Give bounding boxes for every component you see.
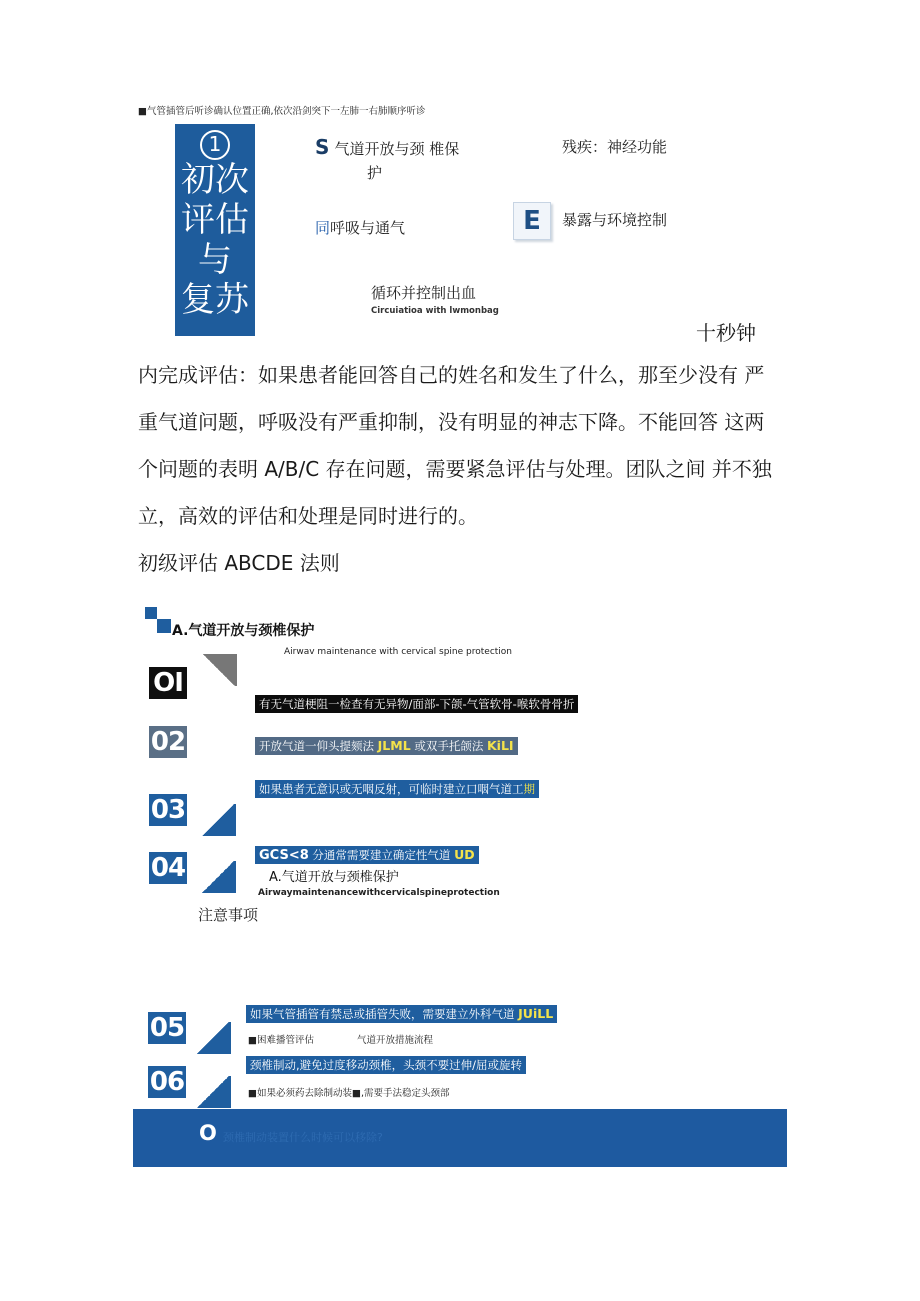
item-text: 有无气道梗阻一检查有无异物/面部-下颌-气管软骨-喉软骨骨折 — [255, 695, 578, 713]
footer-letter: O — [199, 1121, 217, 1145]
corner-square-icon — [157, 619, 171, 633]
item-subnote: 气道开放措施流程 — [357, 1035, 434, 1046]
item-text: 如果气管插管有禁忌或插管失败，需要建立外科气道 — [250, 1007, 515, 1021]
item-bar — [246, 1005, 557, 1023]
a-label-cont: 护 — [367, 164, 383, 182]
item-bar — [255, 846, 479, 864]
triangle-icon — [195, 1022, 231, 1054]
corner-square-icon — [145, 607, 157, 619]
footer-bar — [133, 1109, 787, 1167]
a-label: 气道开放与颈 椎保 — [334, 140, 460, 158]
abcde-a — [315, 135, 459, 159]
item-text: 如果患者无意识或无咽反射，可临时建立口咽气道工 — [259, 782, 524, 796]
footer-ghost-text: 颈椎制动装置什么时候可以移除? — [223, 1131, 383, 1144]
item-prefix: GCS<8 — [259, 848, 309, 863]
item-bar — [246, 1056, 526, 1074]
title-char: 与 — [198, 240, 232, 280]
section-a-subtitle: Airwav maintenance with cervical spine protection — [284, 647, 513, 657]
e-label: 暴露与环境控制 — [562, 211, 668, 229]
c-en: Circuiatioa with lwmonbag — [371, 306, 499, 316]
item-bar — [255, 737, 518, 755]
b-label: 呼吸与通气 — [330, 219, 406, 237]
paragraph-line: 个问题的表明 A/B/C 存在问题，需要紧急评估与处理。团队之间 并不独 — [138, 457, 772, 481]
title-char: 评估 — [181, 200, 249, 240]
circled-number: 1 — [200, 130, 230, 160]
section-heading: 初级评估 ABCDE 法则 — [138, 551, 340, 575]
item-highlight: JUiLL — [518, 1006, 554, 1021]
notes-heading: 注意事项 — [198, 906, 259, 924]
triangle-icon — [200, 804, 236, 836]
item-number: 04 — [150, 853, 186, 883]
d-label: 残疾：神经功能 — [562, 138, 668, 156]
item-highlight: UD — [454, 847, 475, 862]
title-char: 复苏 — [181, 280, 249, 320]
e-letter: E — [523, 206, 541, 236]
section-a2-heading: A.气道开放与颈椎保护 — [269, 870, 399, 885]
item-highlight: JLML — [377, 738, 411, 753]
paragraph-line: 十秒钟 — [696, 321, 756, 345]
paragraph-line: 内完成评估：如果患者能回答自己的姓名和发生了什么，那至少没有 严 — [138, 363, 765, 387]
item-subnote: ■困难播管评估 — [248, 1035, 314, 1046]
item-number: 06 — [149, 1067, 185, 1097]
item-subnote: ■如果必须药去除制动装■,需要手法稳定头颈部 — [248, 1088, 450, 1099]
item-number: 03 — [150, 795, 186, 825]
item-number: OI — [149, 667, 187, 699]
item-bar — [255, 780, 539, 798]
item-text: 开放气道一仰头提颏法 — [259, 739, 374, 753]
e-box — [513, 202, 551, 240]
section-a2-subtitle: Airwaymaintenancewithcervicalspineprotection — [258, 888, 500, 898]
title-block — [175, 124, 255, 336]
triangle-icon — [200, 861, 236, 893]
triangle-icon — [201, 654, 237, 686]
section-a-heading: A.气道开放与颈椎保护 — [172, 623, 315, 639]
item-highlight: KiLI — [487, 738, 514, 753]
item-text: 颈椎制动,避免过度移动颈椎，头颈不要过伸/屈或旋转 — [250, 1058, 523, 1072]
item-text: 分通常需要建立确定性气道 — [312, 848, 451, 862]
paragraph-line: 立，高效的评估和处理是同时进行的。 — [138, 504, 478, 528]
c-label: 循环并控制出血 — [371, 284, 477, 302]
item-number: 05 — [149, 1013, 185, 1043]
paragraph-line: 重气道问题，呼吸没有严重抑制，没有明显的神志下降。不能回答 这两 — [138, 410, 765, 434]
item-text: 或双手托颌法 — [414, 739, 484, 753]
item-number: 02 — [150, 727, 186, 757]
top-note: ■气管插管后听诊确认位置正确,依次沿剑突下一左肺一右肺顺序听诊 — [138, 106, 426, 117]
a-letter: S — [315, 135, 330, 159]
title-char: 初次 — [181, 160, 249, 200]
triangle-icon — [195, 1076, 231, 1108]
b-letter: 同 — [315, 219, 331, 237]
abcde-b — [315, 217, 405, 238]
item-highlight: 期 — [523, 782, 535, 796]
